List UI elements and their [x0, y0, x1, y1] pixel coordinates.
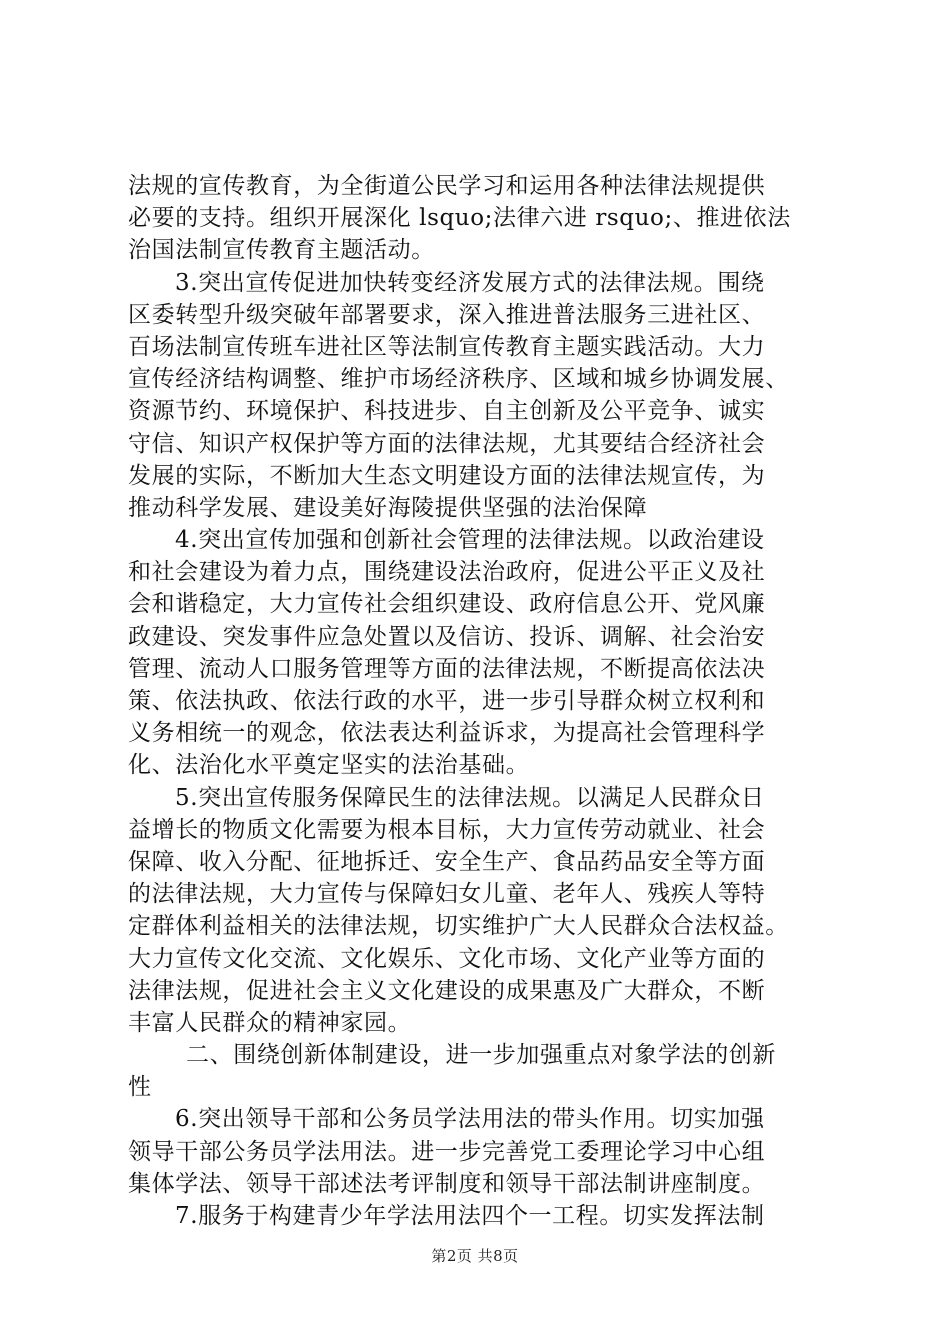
- text-line: 会和谐稳定，大力宣传社会组织建设、政府信息公开、党风廉: [128, 591, 766, 618]
- text-line: 益增长的物质文化需要为根本目标，大力宣传劳动就业、社会: [128, 816, 766, 843]
- text-line: 保障、收入分配、征地拆迁、安全生产、食品药品安全等方面: [128, 848, 766, 875]
- text-line: 义务相统一的观念，依法表达利益诉求，为提高社会管理科学: [128, 720, 766, 747]
- text-line: 守信、知识产权保护等方面的法律法规，尤其要结合经济社会: [128, 430, 766, 457]
- text-line: 政建设、突发事件应急处置以及信访、投诉、调解、社会治安: [128, 623, 766, 650]
- text-line: 法律法规，促进社会主义文化建设的成果惠及广大群众，不断: [128, 977, 766, 1004]
- text-line: 推动科学发展、建设美好海陵提供坚强的法治保障: [128, 494, 648, 521]
- text-line: 发展的实际，不断加大生态文明建设方面的法律法规宣传，为: [128, 462, 766, 489]
- text-line: 管理、流动人口服务管理等方面的法律法规，不断提高依法决: [128, 655, 766, 682]
- text-line: 丰富人民群众的精神家园。: [128, 1009, 412, 1036]
- text-line: 的法律法规，大力宣传与保障妇女儿童、老年人、残疾人等特: [128, 881, 766, 908]
- text-line: 百场法制宣传班车进社区等法制宣传教育主题实践活动。大力: [128, 333, 766, 360]
- paragraph-item-6-start: 6.突出领导干部和公务员学法用法的带头作用。切实加强: [175, 1106, 765, 1133]
- page-number-footer: 第2页 共8页: [431, 1247, 519, 1265]
- text-line: 化、法治化水平奠定坚实的法治基础。: [128, 752, 530, 779]
- paragraph-item-7-start: 7.服务于构建青少年学法用法四个一工程。切实发挥法制: [175, 1203, 765, 1229]
- text-line: 领导干部公务员学法用法。进一步完善党工委理论学习中心组: [128, 1138, 766, 1165]
- section-heading: 二、围绕创新体制建设，进一步加强重点对象学法的创新: [186, 1042, 776, 1069]
- text-line: 集体学法、领导干部述法考评制度和领导干部法制讲座制度。: [128, 1170, 766, 1197]
- text-line: 治国法制宣传教育主题活动。: [128, 237, 435, 264]
- text-line: 宣传经济结构调整、维护市场经济秩序、区域和城乡协调发展、: [128, 366, 789, 393]
- paragraph-item-5-start: 5.突出宣传服务保障民生的法律法规。以满足人民群众日: [175, 784, 765, 811]
- text-line: 资源节约、环境保护、科技进步、自主创新及公平竞争、诚实: [128, 398, 766, 425]
- text-line: 定群体利益相关的法律法规，切实维护广大人民群众合法权益。: [128, 913, 789, 940]
- paragraph-item-3-start: 3.突出宣传促进加快转变经济发展方式的法律法规。围绕: [175, 269, 765, 296]
- text-line: 法规的宣传教育，为全街道公民学习和运用各种法律法规提供: [128, 173, 766, 199]
- document-body: [128, 170, 828, 1232]
- paragraph-item-4-start: 4.突出宣传加强和创新社会管理的法律法规。以政治建设: [175, 527, 765, 554]
- text-line: 和社会建设为着力点，围绕建设法治政府，促进公平正义及社: [128, 559, 766, 586]
- text-line: 大力宣传文化交流、文化娱乐、文化市场、文化产业等方面的: [128, 945, 766, 972]
- text-line: 策、依法执政、依法行政的水平，进一步引导群众树立权利和: [128, 688, 766, 714]
- section-heading-continuation: 性: [128, 1074, 152, 1101]
- text-line: 必要的支持。组织开展深化 lsquo;法律六进 rsquo;、推进依法: [128, 205, 791, 232]
- text-line: 区委转型升级突破年部署要求，深入推进普法服务三进社区、: [128, 301, 766, 328]
